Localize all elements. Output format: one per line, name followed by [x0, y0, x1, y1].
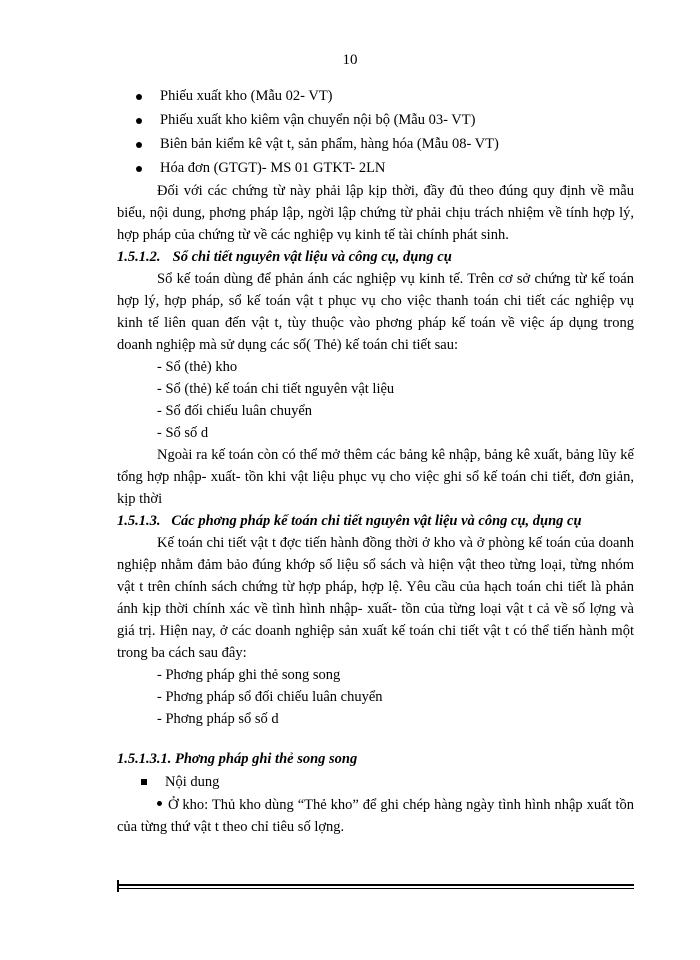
paragraph-ledger: Sổ kế toán dùng để phản ánh các nghiệp vụ kinh tế. Trên cơ sở chứng từ kế toán hợp lý, hợp pháp, sổ kế toán vật t phục vụ cho việc thanh toán chi tiết các nghiệp vụ kinh tế liên quan đến vật t, tùy thuộc vào phơng pháp kế toán về việc áp dụng trong doanh nghiệp mà sử dụng các sổ( Thẻ) kế toán chi tiết sau: [117, 271, 634, 353]
page-content [117, 84, 634, 838]
list-item: - Sổ (thẻ) kho [157, 359, 238, 375]
list-item: - Phơng pháp sổ đối chiếu luân chuyển [157, 689, 383, 705]
section-heading-1-5-1-3-1: 1.5.1.3.1. Phơng pháp ghi thẻ song song [117, 751, 358, 767]
bullet-item: Hóa đơn (GTGT)- MS 01 GTKT- 2LN [117, 156, 634, 180]
bullet-icon [136, 142, 142, 148]
paragraph-additional: Ngoài ra kế toán còn có thể mở thêm các bảng kê nhập, bảng kê xuất, bảng lũy kế tổng hợp nhập- xuất- tồn khi vật liệu phục vụ cho việc ghi sổ kế toán chi tiết, đơn giản, kịp thời [117, 447, 634, 507]
list-item: - Sổ đối chiếu luân chuyển [157, 403, 313, 419]
square-bullet-icon [141, 779, 147, 785]
page-number: 10 [342, 52, 358, 68]
section-heading-1-5-1-3: 1.5.1.3. Các phơng pháp kế toán chi tiết nguyên vật liệu và công cụ, dụng cụ [117, 513, 582, 529]
list-item: - Phơng pháp sổ số d [157, 711, 279, 727]
bullet-icon [157, 801, 162, 806]
bullet-item: Biên bản kiểm kê vật t, sản phẩm, hàng hóa (Mẫu 08- VT) [117, 132, 634, 156]
footer-rule [117, 884, 634, 896]
spacer [117, 730, 634, 748]
bullet-item: Phiếu xuất kho (Mẫu 02- VT) [117, 84, 634, 108]
paragraph-documents: Đối với các chứng từ này phải lập kịp thời, đầy đủ theo đúng quy định về mẫu biểu, nội dung, phơng pháp lập, ngời lập chứng từ phải chịu trách nhiệm về tính hợp lý, hợp pháp của chứng từ về các nghiệp vụ kinh tế tài chính phát sinh. [117, 183, 634, 243]
list-item: - Sổ số d [157, 425, 209, 441]
list-item: - Sổ (thẻ) kế toán chi tiết nguyên vật liệu [157, 381, 395, 397]
paragraph-warehouse: Ở kho: Thủ kho dùng “Thẻ kho” để ghi chép hàng ngày tình hình nhập xuất tồn của từng thứ vật t theo chỉ tiêu số lợng. [117, 797, 634, 835]
bullet-icon [136, 118, 142, 124]
sub-point: Nội dung [117, 770, 634, 794]
bullet-item: Phiếu xuất kho kiêm vận chuyển nội bộ (Mẫu 03- VT) [117, 108, 634, 132]
section-heading-1-5-1-2: 1.5.1.2. Sổ chi tiết nguyên vật liệu và công cụ, dụng cụ [117, 249, 452, 265]
bullet-icon [136, 94, 142, 100]
bullet-icon [136, 166, 142, 172]
list-item: - Phơng pháp ghi thẻ song song [157, 667, 341, 683]
paragraph-methods: Kế toán chi tiết vật t đợc tiến hành đồng thời ở kho và ở phòng kế toán của doanh nghiệp nhằm đảm bảo đúng khớp số liệu sổ sách và hiện vật theo từng loại, từng nhóm vật t trên chính sách chứng từ hợp pháp, hợp lệ. Yêu cầu của hạch toán chi tiết là phản ánh kịp thời chính xác về tình hình nhập- xuất- tồn của từng loại vật t cả về số lợng và giá trị. Hiện nay, ở các doanh nghiệp sản xuất kế toán chi tiết vật t có thể tiến hành một trong ba cách sau đây: [117, 535, 634, 661]
